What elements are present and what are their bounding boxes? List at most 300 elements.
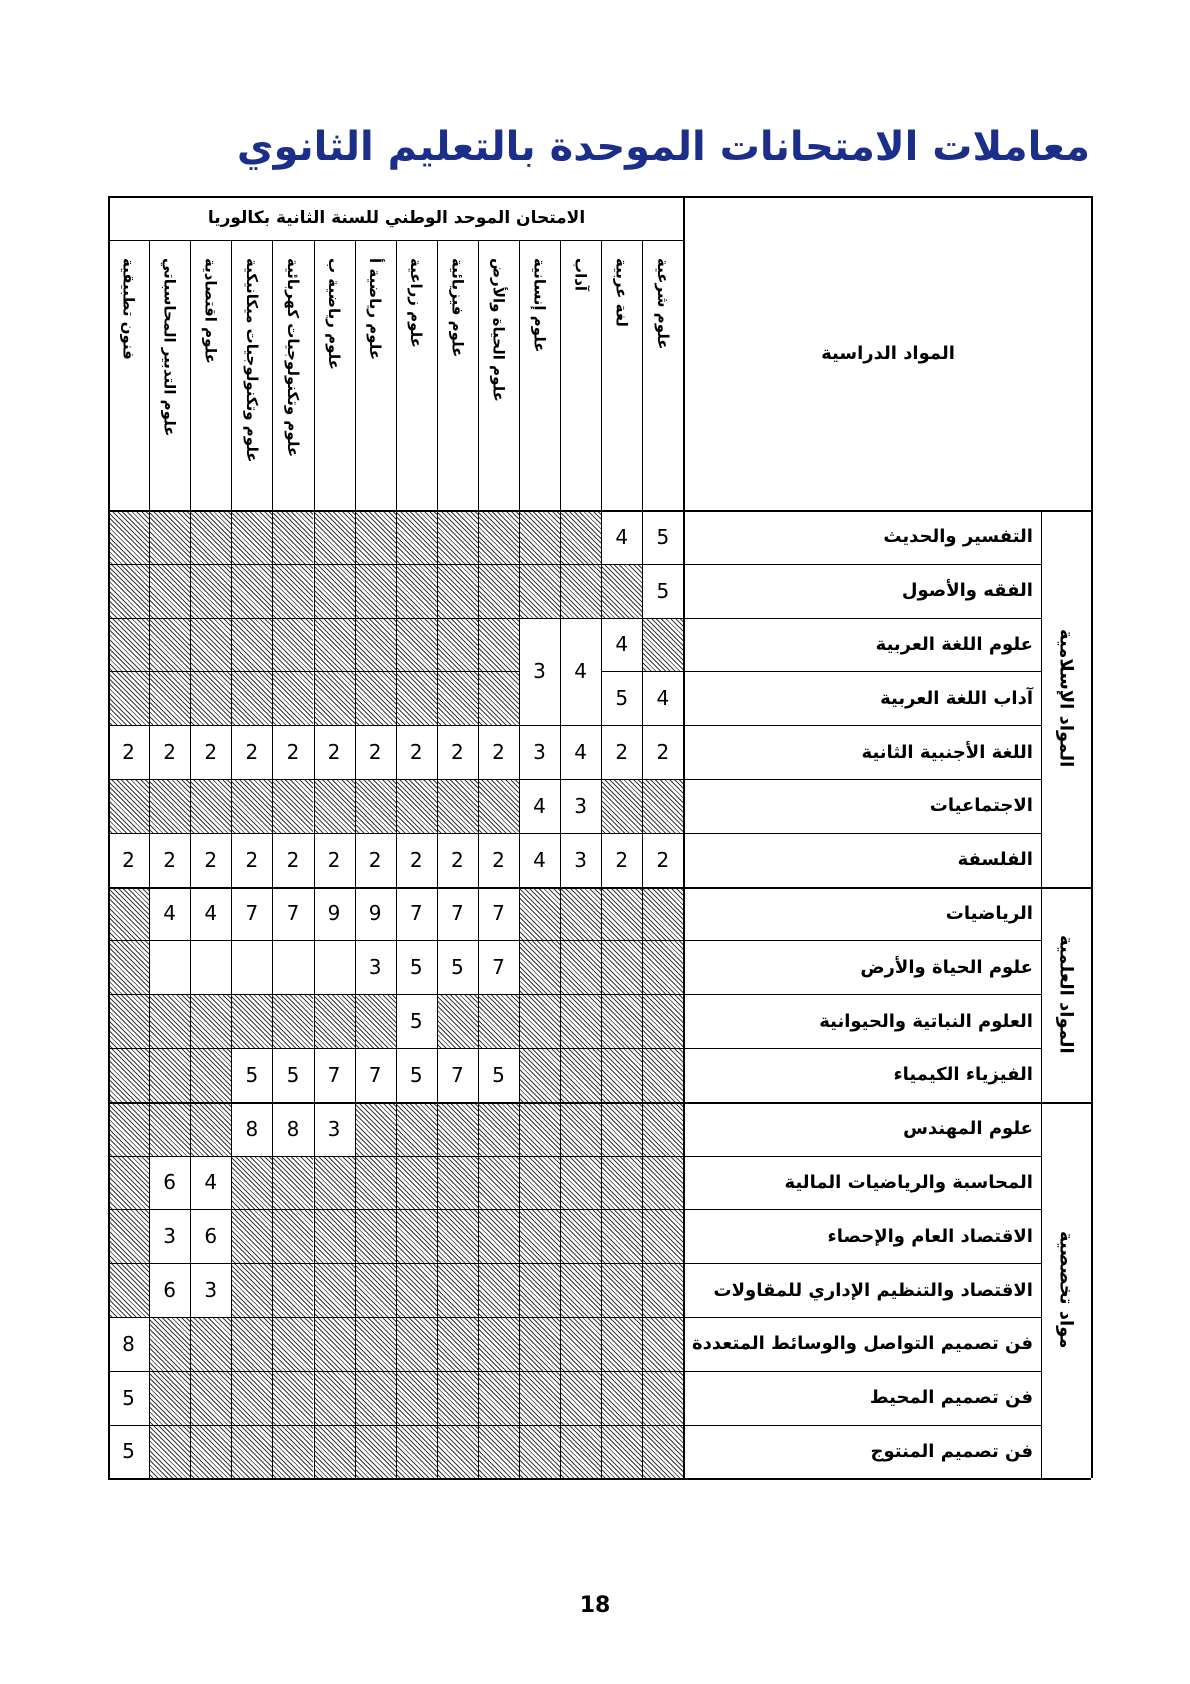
coefficient-cell: 4 <box>656 686 670 711</box>
subject-label: الفيزياء الكيمياء <box>893 1064 1033 1086</box>
not-applicable-cell <box>231 1425 272 1479</box>
not-applicable-cell <box>437 1371 478 1425</box>
not-applicable-cell <box>642 779 683 833</box>
group-label-text: المواد العلمية <box>1055 934 1077 1054</box>
not-applicable-cell <box>642 1263 683 1317</box>
not-applicable-cell <box>231 564 272 618</box>
not-applicable-cell <box>560 887 601 941</box>
coefficient-cell: 4 <box>533 847 546 872</box>
not-applicable-cell <box>437 1156 478 1210</box>
coefficient-cell <box>231 940 272 994</box>
not-applicable-cell <box>108 994 149 1048</box>
coefficient-cell: 2 <box>409 847 423 872</box>
grid-line <box>108 1156 1041 1157</box>
column-header-label: علوم زراعية <box>407 258 426 348</box>
coefficient-cell: 8 <box>286 1116 300 1141</box>
not-applicable-cell <box>601 1371 642 1425</box>
not-applicable-cell <box>601 1048 642 1102</box>
subject-label: فن تصميم المنتوج <box>870 1440 1033 1462</box>
not-applicable-cell <box>478 510 519 564</box>
grid-line <box>108 196 110 1478</box>
not-applicable-cell <box>642 1317 683 1371</box>
coefficient-cell: 7 <box>327 1062 341 1087</box>
coefficient-cell: 3 <box>574 847 587 872</box>
not-applicable-cell <box>519 1048 560 1102</box>
coefficient-cell: 7 <box>450 1062 464 1087</box>
coefficient-cell: 9 <box>327 901 341 926</box>
not-applicable-cell <box>314 1317 355 1371</box>
not-applicable-cell <box>231 671 272 725</box>
subject-label: اللغة الأجنبية الثانية <box>861 741 1033 763</box>
subject-label: الاقتصاد والتنظيم الإداري للمقاولات <box>713 1279 1033 1301</box>
grid-line <box>1091 196 1093 1478</box>
not-applicable-cell <box>478 994 519 1048</box>
not-applicable-cell <box>560 1209 601 1263</box>
not-applicable-cell <box>519 887 560 941</box>
grid-line <box>108 671 519 672</box>
grid-line <box>108 1102 1091 1104</box>
coefficient-cell: 2 <box>656 847 670 872</box>
not-applicable-cell <box>272 564 313 618</box>
grid-line <box>108 510 1091 512</box>
not-applicable-cell <box>190 1102 231 1156</box>
grid-line <box>314 240 315 1478</box>
not-applicable-cell <box>355 564 396 618</box>
coefficient-cell: 5 <box>656 578 670 603</box>
not-applicable-cell <box>519 1209 560 1263</box>
not-applicable-cell <box>601 994 642 1048</box>
column-header-label: علوم اقتصادية <box>201 258 220 364</box>
not-applicable-cell <box>272 1371 313 1425</box>
not-applicable-cell <box>314 779 355 833</box>
not-applicable-cell <box>108 1209 149 1263</box>
coefficient-cell: 5 <box>409 1009 423 1034</box>
not-applicable-cell <box>601 887 642 941</box>
grid-line <box>478 240 479 1478</box>
not-applicable-cell <box>108 1263 149 1317</box>
grid-line <box>560 240 561 1478</box>
coefficient-cell: 8 <box>245 1116 259 1141</box>
not-applicable-cell <box>519 564 560 618</box>
column-header <box>396 240 437 510</box>
subject-label: آداب اللغة العربية <box>880 687 1033 709</box>
grid-line <box>601 240 602 1478</box>
column-header-label: لغة عربية <box>612 258 631 327</box>
coefficient-cell: 2 <box>327 740 341 765</box>
coefficient-cell: 2 <box>204 847 218 872</box>
page-number: 18 <box>579 1592 611 1618</box>
not-applicable-cell <box>314 510 355 564</box>
coefficient-cell <box>149 940 190 994</box>
not-applicable-cell <box>149 510 190 564</box>
grid-line <box>396 240 397 1478</box>
not-applicable-cell <box>519 1317 560 1371</box>
coefficient-cell: 2 <box>245 847 259 872</box>
coefficient-cell: 5 <box>122 1439 135 1464</box>
subject-label: العلوم النباتية والحيوانية <box>819 1010 1033 1032</box>
not-applicable-cell <box>519 510 560 564</box>
not-applicable-cell <box>560 1048 601 1102</box>
not-applicable-cell <box>314 994 355 1048</box>
not-applicable-cell <box>108 779 149 833</box>
not-applicable-cell <box>519 1425 560 1479</box>
not-applicable-cell <box>149 564 190 618</box>
not-applicable-cell <box>231 1371 272 1425</box>
group-label <box>1041 510 1091 887</box>
subject-label: الفقه والأصول <box>901 580 1033 602</box>
not-applicable-cell <box>437 671 478 725</box>
grid-line <box>519 240 520 1478</box>
not-applicable-cell <box>601 1317 642 1371</box>
subject-label: علوم الحياة والأرض <box>860 956 1033 978</box>
grid-line <box>108 994 1041 995</box>
not-applicable-cell <box>396 1425 437 1479</box>
not-applicable-cell <box>355 671 396 725</box>
coefficient-cell <box>314 940 355 994</box>
grid-line <box>108 833 1041 834</box>
coefficient-cell: 4 <box>533 793 546 818</box>
not-applicable-cell <box>642 1156 683 1210</box>
coefficient-cell: 3 <box>327 1116 341 1141</box>
not-applicable-cell <box>601 1102 642 1156</box>
coefficient-cell: 2 <box>656 740 670 765</box>
not-applicable-cell <box>314 671 355 725</box>
coefficient-cell <box>272 940 313 994</box>
not-applicable-cell <box>272 994 313 1048</box>
not-applicable-cell <box>355 1263 396 1317</box>
not-applicable-cell <box>355 510 396 564</box>
grid-line <box>108 618 1041 619</box>
coefficient-cell: 2 <box>450 740 464 765</box>
not-applicable-cell <box>396 1371 437 1425</box>
not-applicable-cell <box>190 1425 231 1479</box>
not-applicable-cell <box>478 1317 519 1371</box>
coefficient-cell <box>190 940 231 994</box>
not-applicable-cell <box>108 887 149 941</box>
not-applicable-cell <box>231 779 272 833</box>
not-applicable-cell <box>314 1371 355 1425</box>
coefficient-cell: 4 <box>615 524 629 549</box>
grid-line <box>272 240 273 1478</box>
column-header <box>272 240 313 510</box>
not-applicable-cell <box>190 779 231 833</box>
not-applicable-cell <box>149 1102 190 1156</box>
coefficient-cell: 6 <box>204 1224 218 1249</box>
not-applicable-cell <box>560 1317 601 1371</box>
not-applicable-cell <box>396 1209 437 1263</box>
grid-line <box>601 671 1041 672</box>
not-applicable-cell <box>478 564 519 618</box>
coefficient-cell: 5 <box>450 955 464 980</box>
grid-line <box>190 240 191 1478</box>
grid-line <box>108 887 1091 889</box>
column-header <box>149 240 190 510</box>
not-applicable-cell <box>519 1371 560 1425</box>
grid-line <box>149 240 150 1478</box>
coefficient-cell: 5 <box>245 1062 259 1087</box>
column-header <box>642 240 683 510</box>
coefficient-cell: 2 <box>286 847 300 872</box>
not-applicable-cell <box>149 618 190 672</box>
not-applicable-cell <box>437 618 478 672</box>
subject-label: الرياضيات <box>945 902 1033 924</box>
coefficient-cell: 6 <box>163 1278 176 1303</box>
coefficient-cell: 4 <box>574 740 587 765</box>
not-applicable-cell <box>519 1263 560 1317</box>
not-applicable-cell <box>642 1048 683 1102</box>
not-applicable-cell <box>478 1371 519 1425</box>
coefficient-cell: 5 <box>122 1385 135 1410</box>
not-applicable-cell <box>519 1102 560 1156</box>
not-applicable-cell <box>437 779 478 833</box>
not-applicable-cell <box>478 1263 519 1317</box>
column-header-label: علوم رياضية أ <box>366 258 385 360</box>
not-applicable-cell <box>231 1263 272 1317</box>
column-header-label: علوم شرعية <box>653 258 672 350</box>
column-header-label: فنون تطبيقية <box>119 258 138 360</box>
not-applicable-cell <box>396 779 437 833</box>
not-applicable-cell <box>231 1156 272 1210</box>
coefficient-cell: 5 <box>409 955 423 980</box>
not-applicable-cell <box>108 1048 149 1102</box>
not-applicable-cell <box>560 564 601 618</box>
coefficient-cell: 2 <box>492 847 505 872</box>
coefficient-cell: 5 <box>286 1062 300 1087</box>
column-header <box>519 240 560 510</box>
not-applicable-cell <box>437 1102 478 1156</box>
not-applicable-cell <box>437 510 478 564</box>
not-applicable-cell <box>231 994 272 1048</box>
coefficient-cell: 2 <box>286 740 300 765</box>
not-applicable-cell <box>231 618 272 672</box>
coefficient-cell: 2 <box>492 740 505 765</box>
not-applicable-cell <box>478 618 519 672</box>
not-applicable-cell <box>642 940 683 994</box>
column-header-label: علوم وتكنولوجيات كهربائية <box>283 258 302 458</box>
grid-line <box>642 240 643 1478</box>
subject-label: التفسير والحديث <box>883 526 1033 548</box>
not-applicable-cell <box>149 1317 190 1371</box>
subject-label: علوم المهندس <box>903 1118 1033 1140</box>
coefficient-cell: 3 <box>533 740 546 765</box>
not-applicable-cell <box>355 1102 396 1156</box>
not-applicable-cell <box>478 1425 519 1479</box>
subject-label: الاجتماعيات <box>929 795 1033 817</box>
not-applicable-cell <box>396 1263 437 1317</box>
not-applicable-cell <box>642 1425 683 1479</box>
column-header-label: علوم وتكنولوجيات ميكانيكية <box>242 258 261 463</box>
column-header-label: علوم فيزيائية <box>448 258 467 358</box>
column-header-label: علوم إنسانية <box>530 258 549 353</box>
coefficient-cell: 2 <box>204 740 218 765</box>
coefficient-cell: 4 <box>204 1170 218 1195</box>
coefficient-cell: 7 <box>492 955 505 980</box>
not-applicable-cell <box>519 994 560 1048</box>
not-applicable-cell <box>355 1156 396 1210</box>
coefficient-cell-merged: 4 <box>560 618 601 726</box>
coefficient-cell: 2 <box>327 847 341 872</box>
grid-line <box>108 1317 1041 1318</box>
not-applicable-cell <box>519 1156 560 1210</box>
not-applicable-cell <box>437 1263 478 1317</box>
not-applicable-cell <box>642 1102 683 1156</box>
coefficient-cell: 2 <box>368 847 382 872</box>
not-applicable-cell <box>642 618 683 672</box>
grid-line <box>108 1263 1041 1264</box>
not-applicable-cell <box>396 510 437 564</box>
column-header-label: علوم رياضية ب <box>325 258 344 370</box>
coefficient-cell: 7 <box>286 901 300 926</box>
coefficient-cell: 3 <box>163 1224 176 1249</box>
coefficient-cell: 9 <box>368 901 382 926</box>
not-applicable-cell <box>355 994 396 1048</box>
not-applicable-cell <box>190 994 231 1048</box>
coefficient-cell: 2 <box>615 847 629 872</box>
subject-label: علوم اللغة العربية <box>875 633 1033 655</box>
column-header-label: آداب <box>571 258 590 292</box>
not-applicable-cell <box>190 1371 231 1425</box>
not-applicable-cell <box>396 671 437 725</box>
not-applicable-cell <box>149 994 190 1048</box>
not-applicable-cell <box>108 510 149 564</box>
not-applicable-cell <box>601 1156 642 1210</box>
grid-line <box>108 1371 1041 1372</box>
coefficient-cell: 3 <box>204 1278 218 1303</box>
not-applicable-cell <box>108 1102 149 1156</box>
not-applicable-cell <box>601 1425 642 1479</box>
not-applicable-cell <box>314 564 355 618</box>
grid-line <box>1041 510 1042 1478</box>
not-applicable-cell <box>642 994 683 1048</box>
coefficient-cell: 5 <box>492 1062 505 1087</box>
not-applicable-cell <box>190 1048 231 1102</box>
grid-line <box>108 779 1041 780</box>
coefficient-cell: 2 <box>122 847 135 872</box>
not-applicable-cell <box>642 887 683 941</box>
coefficient-cell: 3 <box>574 793 587 818</box>
not-applicable-cell <box>149 671 190 725</box>
not-applicable-cell <box>355 1317 396 1371</box>
coefficient-cell: 4 <box>204 901 218 926</box>
not-applicable-cell <box>108 671 149 725</box>
subject-label: المحاسبة والرياضيات المالية <box>784 1171 1033 1193</box>
not-applicable-cell <box>231 510 272 564</box>
not-applicable-cell <box>231 1209 272 1263</box>
group-label <box>1041 887 1091 1102</box>
not-applicable-cell <box>437 994 478 1048</box>
subject-label: فن تصميم التواصل والوسائط المتعددة <box>692 1333 1033 1355</box>
not-applicable-cell <box>149 779 190 833</box>
not-applicable-cell <box>560 1371 601 1425</box>
coefficient-cell: 5 <box>409 1062 423 1087</box>
coefficient-cell: 5 <box>615 686 629 711</box>
not-applicable-cell <box>108 940 149 994</box>
coefficient-cell: 2 <box>163 740 176 765</box>
column-header-label: علوم التدبير المحاسباتي <box>160 258 179 437</box>
not-applicable-cell <box>272 510 313 564</box>
not-applicable-cell <box>478 1156 519 1210</box>
column-header <box>355 240 396 510</box>
grid-line <box>355 240 356 1478</box>
not-applicable-cell <box>149 1048 190 1102</box>
group-label <box>1041 1102 1091 1479</box>
coefficient-cell: 2 <box>163 847 176 872</box>
coefficient-cell: 2 <box>368 740 382 765</box>
not-applicable-cell <box>355 779 396 833</box>
coefficient-cell: 2 <box>409 740 423 765</box>
exam-header: الامتحان الموحد الوطني للسنة الثانية بكالوريا <box>207 208 586 228</box>
not-applicable-cell <box>355 618 396 672</box>
not-applicable-cell <box>272 1263 313 1317</box>
coefficient-cell: 2 <box>615 740 629 765</box>
coefficient-cell: 8 <box>122 1331 135 1356</box>
grid-line <box>108 1478 1091 1480</box>
not-applicable-cell <box>478 1209 519 1263</box>
subject-label: فن تصميم المحيط <box>869 1387 1033 1409</box>
column-header <box>437 240 478 510</box>
not-applicable-cell <box>149 1371 190 1425</box>
not-applicable-cell <box>272 671 313 725</box>
grid-line <box>108 1209 1041 1210</box>
not-applicable-cell <box>437 564 478 618</box>
subject-label: الاقتصاد العام والإحصاء <box>827 1225 1033 1247</box>
not-applicable-cell <box>396 1317 437 1371</box>
not-applicable-cell <box>560 1156 601 1210</box>
not-applicable-cell <box>314 1263 355 1317</box>
grid-line <box>231 240 232 1478</box>
not-applicable-cell <box>437 1425 478 1479</box>
not-applicable-cell <box>190 618 231 672</box>
not-applicable-cell <box>314 1425 355 1479</box>
grid-line <box>108 940 1041 941</box>
grid-line <box>108 1425 1041 1426</box>
not-applicable-cell <box>108 564 149 618</box>
not-applicable-cell <box>190 510 231 564</box>
coefficient-cell: 2 <box>450 847 464 872</box>
not-applicable-cell <box>108 618 149 672</box>
not-applicable-cell <box>478 779 519 833</box>
not-applicable-cell <box>190 671 231 725</box>
grid-line <box>108 725 1041 726</box>
column-header <box>478 240 519 510</box>
not-applicable-cell <box>601 940 642 994</box>
not-applicable-cell <box>560 1425 601 1479</box>
not-applicable-cell <box>396 1156 437 1210</box>
grid-line <box>437 240 438 1478</box>
grid-line <box>108 1048 1041 1049</box>
subjects-header: المواد الدراسية <box>821 342 955 364</box>
column-header <box>231 240 272 510</box>
not-applicable-cell <box>149 1425 190 1479</box>
coefficient-cell: 4 <box>163 901 176 926</box>
column-header <box>314 240 355 510</box>
not-applicable-cell <box>642 1209 683 1263</box>
not-applicable-cell <box>560 940 601 994</box>
not-applicable-cell <box>190 1317 231 1371</box>
not-applicable-cell <box>272 779 313 833</box>
column-header <box>190 240 231 510</box>
not-applicable-cell <box>272 1425 313 1479</box>
not-applicable-cell <box>355 1425 396 1479</box>
not-applicable-cell <box>642 1371 683 1425</box>
not-applicable-cell <box>272 1317 313 1371</box>
coefficient-cell: 4 <box>615 632 629 657</box>
not-applicable-cell <box>272 1156 313 1210</box>
not-applicable-cell <box>560 510 601 564</box>
group-label-text: مواد تخصصية <box>1055 1231 1077 1349</box>
not-applicable-cell <box>396 1102 437 1156</box>
coefficient-cell: 7 <box>492 901 505 926</box>
